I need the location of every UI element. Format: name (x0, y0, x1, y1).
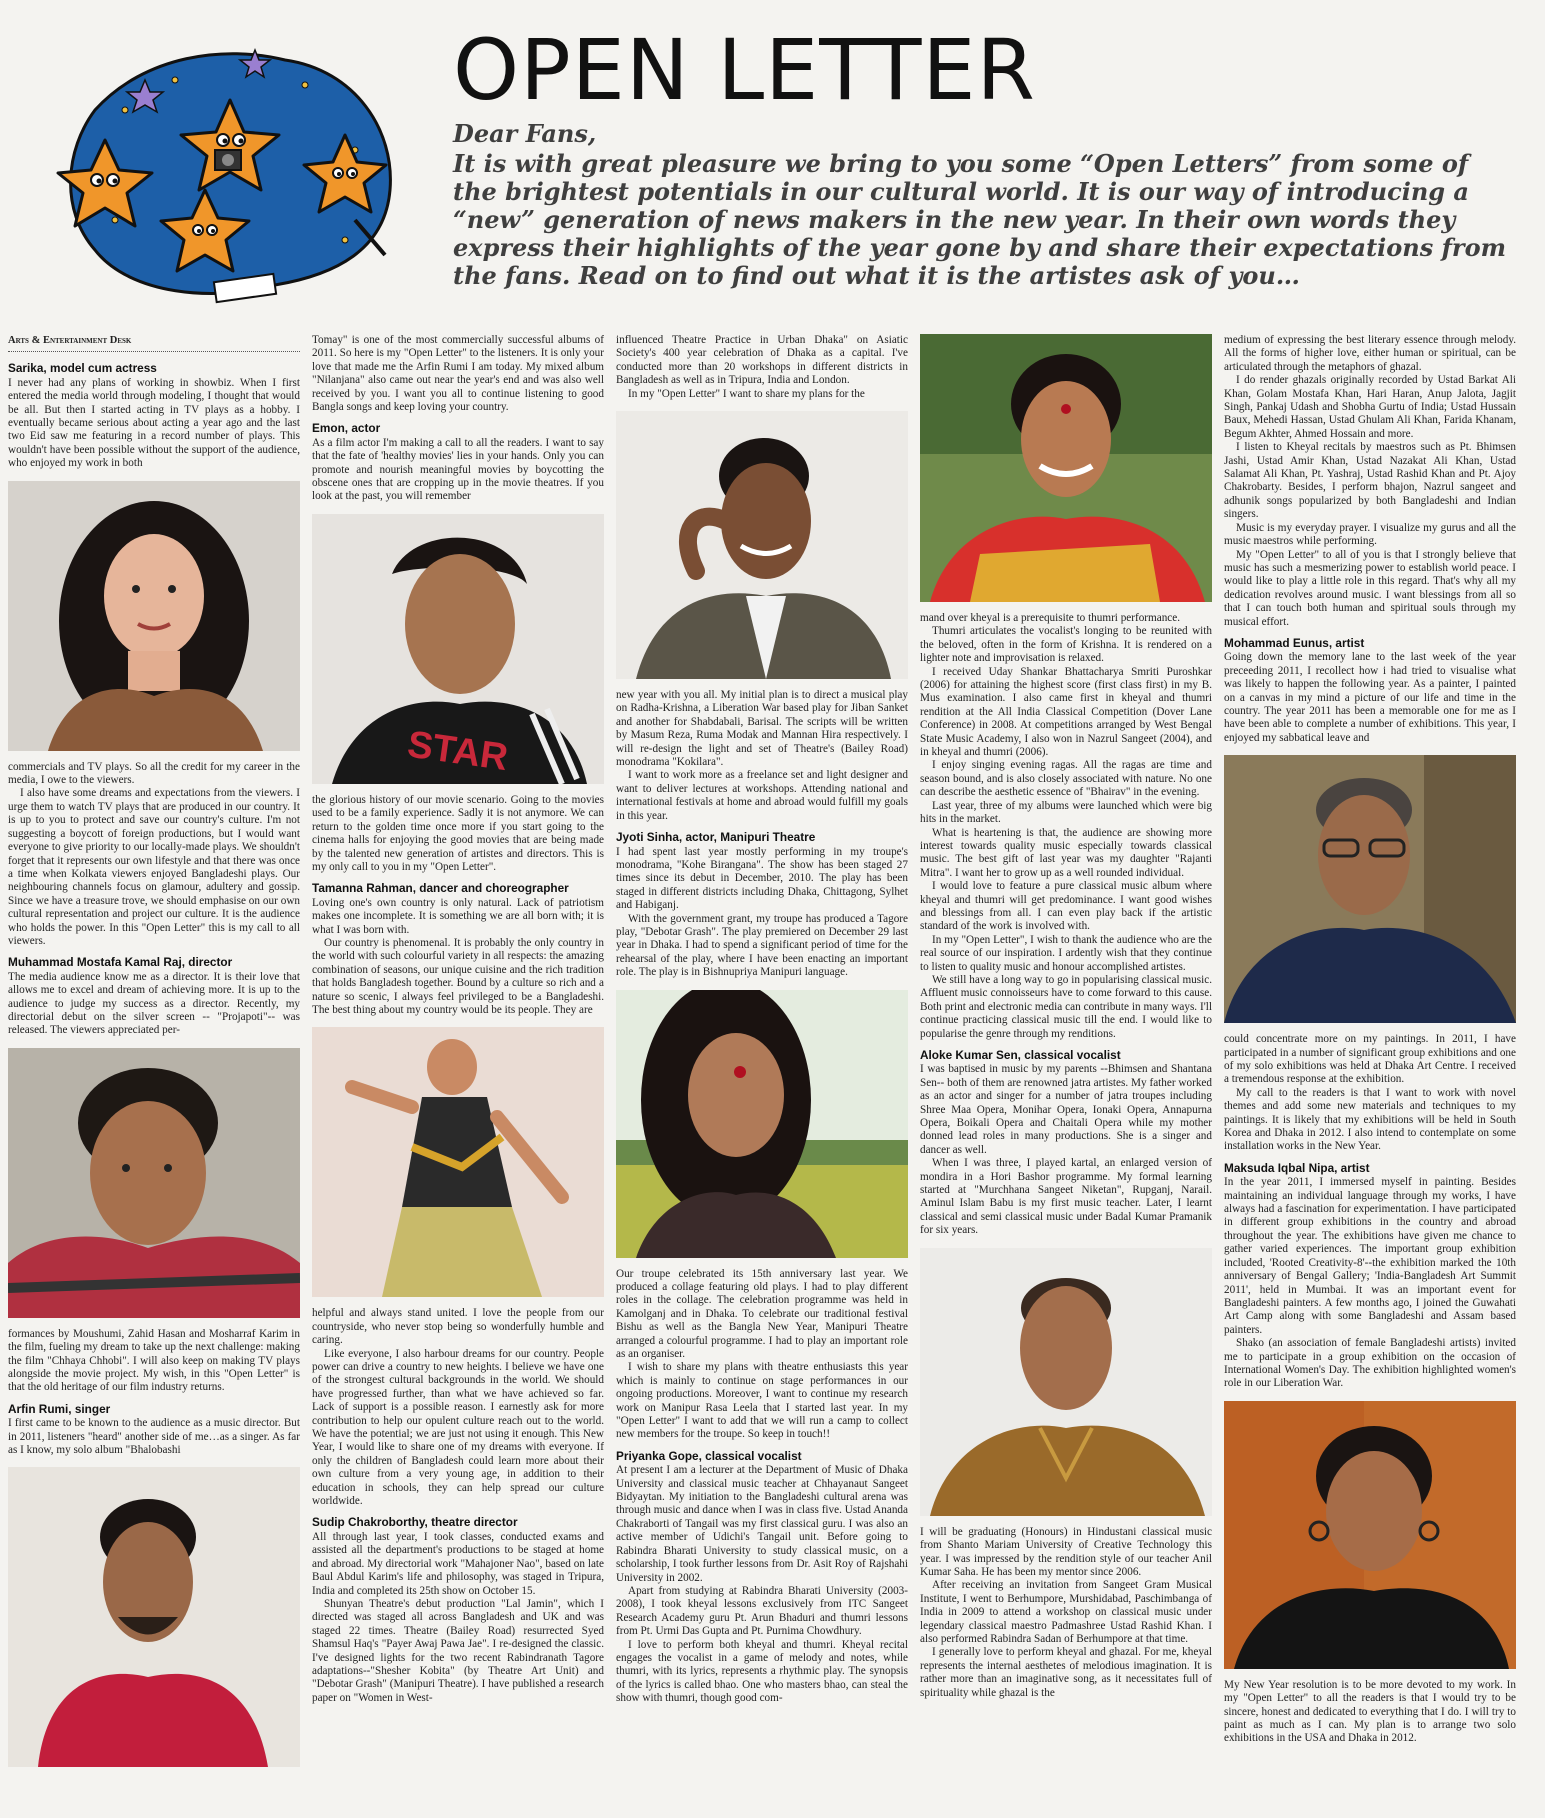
rumi-text-1: I first came to be known to the audience as a music director. But in 2011, listeners "heard" another side of me…as a singer. As far as I know, my solo album "Bhalobashi (8, 1417, 300, 1457)
aloke-text-9: Music is my everyday prayer. I visualize my gurus and all the music maestros while performing. (1224, 521, 1516, 548)
sarika-text-1: I never had any plans of working in showbiz. When I first entered the media world through modeling, I thought that would be all. But then I started acting in TV plays as a hobby. I eventually became serious about acting a year ago and the last two Eid saw me featuring in a record number of plays. This wouldn't have been possible without the support of the audience, who enjoyed my work in both (8, 376, 300, 470)
column-1 (8, 334, 300, 1812)
aloke-text-7: I do render ghazals originally recorded by Ustad Barkat Ali Khan, Golam Mostafa Khan, Hari Haran, Anup Jalota, Jagjit Singh, Pankaj Udash and Shobha Gurtu of India; Ustad Hussain Baux, Mehedi Hassan, Ustad Ghulam Ali Khan, Farida Khanam, Begum Akhter, Ahmed Hossain and more. (1224, 374, 1516, 440)
tamanna-text-1: Loving one's own country is only natural. Lack of patriotism makes one incomplete. It is something we are all born with; it is what I was born with. (312, 896, 604, 936)
rumi-photo (8, 1467, 300, 1767)
jyoti-photo (616, 990, 908, 1258)
aloke-text-10: My "Open Letter" to all of you is that I strongly believe that music has such a mesmerizing power to establish world peace. I would like to play a little role in this regard. That's why all my dedication revolves around music. I want blessings from all so that I can touch both human and spiritual souls through my musical effort. (1224, 548, 1516, 628)
rumi-text-2: Tomay" is one of the most commercially successful albums of 2011. So here is my "Open Letter" to the listeners. It is only your love that made me the Arfin Rumi I am today. My mixed album "Nilanjana" also came out near the year's end and was also well received by you. I want you all to continue listening to good Bangla songs and keep loving your country. (312, 334, 604, 414)
jyoti-heading: Jyoti Sinha, actor, Manipuri Theatre (616, 830, 816, 845)
aloke-text-3: I will be graduating (Honours) in Hindustani classical music from Shanto Mariam University of Creative Technology this year. I was impressed by the rendition style of our teacher Anil Kumar Saha. He has been my mentor since 2006. (920, 1525, 1212, 1578)
priyanka-text-9: What is heartening is that, the audience are showing more interest towards quality music especially towards classical music. The best gift of last year was my daughter "Rajanti Mitra". I want her to grow up as a well rounded individual. (920, 826, 1212, 879)
intro-text (453, 120, 1513, 290)
raj-photo (8, 1048, 300, 1318)
priyanka-text-1: At present I am a lecturer at the Department of Music of Dhaka University and classical music teacher at Chhayanaut Sangeet Bidyaytan. My initiation to the Bangladeshi cultural arena was through music and dance when I was in class five. Ustad Ananda Chakraborti of Tangail was my first classical guru. I was also an active member of Udichi's Tangail unit. Before going to Rabindra Bharati University to study classical music, on a scholarship, I took further lessons from Dr. Asit Roy of Rajshahi University in 2002. (616, 1464, 908, 1584)
sarika-photo (8, 481, 300, 751)
emon-text-1: As a film actor I'm making a call to all the readers. I want to say that the fate of 'healthy movies' lies in your hands. Only you can promote and nourish meaningful movies by boycotting the obscene ones that are cropping up in the movie theatres. If you look at the past, you will remember (312, 436, 604, 503)
priyanka-photo (920, 334, 1212, 602)
priyanka-text-6: I received Uday Shankar Bhattacharya Smriti Puroshkar (2006) for attaining the highest score (first class first) in my B. Mus examination. I also came first in kheyal and thumri rendition at the All India Classical Competition (Dover Lane Conference) in 2008. At competitions arranged by West Bengal State Music Academy, I also won in Nazrul Sangeet (2004), and in kheyal and thumri (2006). (920, 665, 1212, 759)
nipa-text-1: In the year 2011, I immersed myself in painting. Besides maintaining an individual language through my works, I have always had a fascination for experimentation. I have participated in different group exhibitions in the country and abroad throughout the year. The exhibitions have given me chance to gather varied experiences. The important group exhibition included, 'Rooted Creativity-8'--the exhibition marked the 10th anniversary of Bengal Gallery; 'India-Bangladesh Art Summit 2011', held in Mumbai. It was an important event for Bangladeshi painters. A few months ago, I joined the Guwahati Art Camp along with some Bangladeshi and Assam based painters. (1224, 1176, 1516, 1336)
sudip-text-4: In my "Open Letter" I want to share my plans for the (628, 387, 865, 400)
aloke-heading: Aloke Kumar Sen, classical vocalist (920, 1048, 1121, 1062)
raj-heading: Muhammad Mostafa Kamal Raj, director (8, 955, 233, 970)
column-5 (1224, 334, 1516, 1812)
desk-label: Arts & Entertainment Desk (8, 334, 300, 352)
emon-photo (312, 514, 604, 784)
aloke-text-6: medium of expressing the best literary essence through melody. All the forms of higher love, either human or spiritual, can be articulated through the metaphors of ghazal. (1224, 334, 1516, 373)
column-3 (616, 334, 908, 1812)
sudip-text-1: All through last year, I took classes, conducted exams and assisted all the department's productions to be staged at home and abroad. My directorial work "Mahajoner Nao", based on late Baul Abdul Karim's life and philosophy, was staged in Tripura, India and completed its 25th show on October 15. (312, 1530, 604, 1597)
priyanka-text-5: Thumri articulates the vocalist's longing to be reunited with the beloved, often in the form of Krishna. It is rendered on a lighter note and improvisation is relaxed. (920, 625, 1212, 665)
tamanna-text-4: Like everyone, I also harbour dreams for our country. People power can drive a country to new heights. I believe we have one of the strongest cultural backgrounds in the world. We should have progressed further, than what we have achieved so far. Lack of support is a possible reason. I earnestly ask for more contribution to help our opulent culture reach out to the world. We have the potential; we are just not using it enough. This New Year, I would like to share one of my dreams with everyone. If only the children of Bangladesh could learn more about their own culture from a very young age, in addition to their education in schools, they can help spread our culture worldwide. (312, 1347, 604, 1508)
eunus-heading: Mohammad Eunus, artist (1224, 635, 1365, 650)
priyanka-text-8: Last year, three of my albums were launched which were big hits in the market. (920, 799, 1212, 826)
nipa-heading: Maksuda Iqbal Nipa, artist (1224, 1160, 1370, 1175)
nipa-text-3: My New Year resolution is to be more devoted to my work. In my "Open Letter" to all the readers is that I would try to be sincere, honest and dedicated to everything that I do. I will try to paint as much as I can. My plan is to arrange two solo exhibitions in the USA and Dhaka in 2012. (1224, 1678, 1516, 1745)
priyanka-text-7: I enjoy singing evening ragas. All the ragas are time and season bound, and is also closely associated with nature. No one can describe the aesthetic essence of "Bhairav" in the evening. (920, 759, 1212, 799)
eunus-text-1: Going down the memory lane to the last week of the year preceeding 2011, I recollect how i had tried to visualise what was likely to happen the following year. As a painter, I painted on a canvas in my mind a picture of our life and time in the country. The year 2011 has been a memorable one for me as I have been able to complete a number of exhibitions. This year, I enjoyed my sabbatical leave and (1224, 651, 1516, 744)
sarika-text-2: commercials and TV plays. So all the credit for my career in the media, I owe to the viewers. (8, 760, 300, 787)
priyanka-text-2: Apart from studying at Rabindra Bharati University (2003-2008), I took kheyal lessons exclusively from ITC Sangeet Research Academy guru Pt. Arun Bhaduri and thumri lessons from Pt. Urmi Das Gupta and Pt. Purnima Chowdhury. (616, 1584, 908, 1638)
jyoti-text-1: I had spent last year mostly performing in my troupe's monodrama, "Kohe Birangana". The show has been staged 27 times since its debut in December, 2010. The play has been staged in different districts including Dhaka, Chittagong, Sylhet and Habiganj. (616, 845, 908, 912)
sudip-text-3: influenced Theatre Practice in Urban Dhaka" on Asiatic Society's 400 year celebration of Dhaka as a capital. I've conducted more than 20 workshops in different districts in Bangladesh as well as in Tripura, India and London. (616, 334, 908, 387)
column-2 (312, 334, 604, 1812)
column-4 (920, 334, 1212, 1812)
jyoti-text-4: I wish to share my plans with theatre enthusiasts this year which is mainly to continue on stage performances in our ongoing productions. Moreover, I want to continue my research work on Manipur Rasa Leela that I started last year. In my "Open Letter" I want to add that we will run a camp to collect new members for the troupe. So keep in touch!! (616, 1361, 908, 1441)
nipa-text-2: Shako (an association of female Bangladeshi artists) invited me to participate in a group exhibition on the occasion of International Women's Day. The exhibition highlighted women's role in our Liberation War. (1224, 1337, 1516, 1390)
nipa-photo (1224, 1401, 1516, 1669)
sudip-heading: Sudip Chakroborthy, theatre director (312, 1515, 518, 1530)
tamanna-heading: Tamanna Rahman, dancer and choreographer (312, 881, 569, 896)
svg-text:STAR: STAR (404, 723, 511, 780)
priyanka-text-4: mand over kheyal is a prerequisite to thumri performance. (920, 612, 1181, 624)
aloke-text-1: I was baptised in music by my parents --Bhimsen and Shantana Sen-- both of them are renowned jatra artistes. My father worked as an actor and singer for a number of jatra troupes including Shree Maa Opera, Monihar Opera, Ionaki Opera, Annapurna Opera, Boikali Opera and Chaitali Opera while my mother donned lead roles in many productions. She is a singer and dancer as well. (920, 1063, 1212, 1156)
aloke-photo (920, 1248, 1212, 1516)
stars-illustration (55, 40, 395, 310)
priyanka-heading: Priyanka Gope, classical vocalist (616, 1448, 802, 1463)
eunus-text-2: could concentrate more on my paintings. In 2011, I have participated in a number of significant group exhibitions and one of my solo exhibitions was held at Dhaka Art Centre. I received a tremendous response at the exhibition. (1224, 1033, 1516, 1086)
greeting: Dear Fans, (453, 119, 597, 148)
tamanna-text-3: helpful and always stand united. I love the people from our countryside, who never stop being so wonderfully humble and caring. (312, 1307, 604, 1347)
aloke-text-4: After receiving an invitation from Sangeet Gram Musical Institute, I went to Berhumpore, Murshidabad, Paschimbanga of India in 2009 to attend a workshop on classical music under legendary classical maestro Padmashree Ustad Rashid Khan. I also performed Rabindra Sadan of Berhumpore at that time. (920, 1579, 1212, 1645)
eunus-text-3: My call to the readers is that I want to work with novel themes and add some new materials and techniques to my paintings. It is likely that my exhibitions will be held in South Korea and Dhaka in 2012. I also intend to contemplate on some installation works in the New Year. (1224, 1086, 1516, 1153)
priyanka-text-3: I love to perform both kheyal and thumri. Kheyal recital engages the vocalist in a game of melody and notes, while thumri, with its lyrics, represents a rhythmic play. The synopsis of the lyrics is called bhao. One who masters bhao, can steal the show with thumri, though good com- (616, 1638, 908, 1705)
raj-text-2: formances by Moushumi, Zahid Hasan and Mosharraf Karim in the film, fueling my dream to take up the next challenge: making the film "Chhaya Chhobi". I will also keep on making TV plays alongside the movie project. My wish, in this "Open Letter" is that the old heritage of our film industry returns. (8, 1327, 300, 1394)
rumi-heading: Arfin Rumi, singer (8, 1401, 111, 1416)
sudip-text-6: I want to work more as a freelance set and light designer and want to deliver lectures at workshops. Attending national and international festivals at home and abroad would fulfill my goals in this year. (616, 769, 908, 822)
eunus-photo (1224, 755, 1516, 1023)
emon-text-2: the glorious history of our movie scenario. Going to the movies used to be a family experience. Sadly it is not anymore. We can return to the golden time once more if you start going to the cinema halls for enjoying the good movies that are being made by the talented new generation of artistes and directors. This is my only call to you in my "Open Letter". (312, 793, 604, 873)
priyanka-text-10: I would love to feature a pure classical music album where kheyal and thumri will get predominance. I want good wishes and blessings from all. I can even play back if the artistic standard of the work is involved with. (920, 880, 1212, 933)
emon-heading: Emon, actor (312, 421, 381, 436)
page-title: OPEN LETTER (453, 21, 1036, 119)
priyanka-text-12: We still have a long way to go in popularising classical music. Affluent music connoisseurs have to come forward to this cause. Both print and electronic media can contribute in many ways. I'll continue practicing classical music till the end. I would like to popularise the genre through my renditions. (920, 973, 1212, 1040)
sarika-text-3: I also have some dreams and expectations from the viewers. I urge them to watch TV plays that are produced in our country. It is up to you to protect and save our country's culture. I'm not suggesting a boycott of foreign productions, but I would want everyone to give priority to our locally-made plays. We shouldn't forget that it represents our own lifestyle and that there was once a time when Kolkata viewers enjoyed Bangladeshi plays. Our neighbouring channels focus on glamour, adultery and gossip. Since we have a treasure trove, we should emphasise on our own cultural representation and project our culture. It is the audience who holds the power. In this "Open Letter" this is my call to all viewers. (8, 787, 300, 947)
aloke-text-5: I generally love to perform kheyal and ghazal. For me, kheyal represents the internal aesthetes of melodious imagination. It is rather more than an imaginative song, as it necessitates full of spirituality while ghazal is the (920, 1646, 1212, 1699)
header (0, 0, 1545, 300)
intro-body: It is with great pleasure we bring to you some “Open Letters” from some of the brightest potentials in our cultural world. It is our way of introducing a “new” generation of news makers in the new year. In their own words they express their highlights of the year gone by and share their expectations from the fans. Read on to find out what it is the artistes ask of you… (453, 149, 1506, 290)
tamanna-text-2: Our country is phenomenal. It is probably the only country in the world with such colourful variety in all respects: the amazing combination of seasons, our unique cuisine and the rich tradition that holds Bangladesh together. Bound by a culture so rich and a nature so scenic, I always feel privileged to be a Bangladeshi. The best thing about my country would be its people. They are (312, 936, 604, 1016)
sudip-text-5: new year with you all. My initial plan is to direct a musical play on Radha-Krishna, a Liberation War based play for Jiban Sanket and another for Shabdabali, Barisal. The scripts will be written by Masum Reza, Ruma Modak and Mannan Hira respectively. I will re-design the light and set of Theatre's (Bailey Road) monodrama "Kokilara". (616, 689, 908, 769)
jyoti-text-2: With the government grant, my troupe has produced a Tagore play, "Debotar Grash". The play premiered on December 29 last year in Dhaka. I had to spend a significant period of time for the rehearsal of the play, where I have been enacting an important role. The play is in Bishnupriya Manipuri language. (616, 912, 908, 979)
tamanna-photo (312, 1027, 604, 1297)
sudip-text-2: Shunyan Theatre's debut production "Lal Jamin", which I directed was staged all across Bangladesh and UK and was staged 22 times. Theatre (Bailey Road) resurrected Syed Shamsul Haq's "Payer Awaj Pawa Jae". I re-designed the classic. I've designed lights for the two recent Rabindranath Tagore adaptations--"Shesher Kobita" (by Theatre Art Unit) and "Debotar Grash" (Manipuri Theatre). I have published a research paper on "Women in West- (312, 1597, 604, 1704)
sudip-photo (616, 411, 908, 679)
stars-icon (55, 40, 395, 310)
priyanka-text-11: In my "Open Letter", I wish to thank the audience who are the real source of our inspiration. I ardently wish that they continue to listen to quality music and honour accomplished artistes. (920, 933, 1212, 973)
sarika-heading: Sarika, model cum actress (8, 361, 157, 376)
aloke-text-8: I listen to Kheyal recitals by maestros such as Pt. Bhimsen Jashi, Ustad Amir Khan, Ustad Nazakat Ali Khan, Ustad Salamat Ali Khan, Pt. Yashraj, Ustad Rashid Khan and Pt. Ajoy Chakrobarty. Besides, I perform bhajon, Nazrul sangeet and adhunik songs popularized by both Bangladeshi and Indian singers. (1224, 441, 1516, 521)
raj-text-1: The media audience know me as a director. It is their love that allows me to excel and dream of achieving more. It is up to the audience to judge my success as a director. Recently, my directorial debut on the silver screen -- "Projapoti"-- was released. The viewers appreciated per- (8, 970, 300, 1037)
aloke-text-2: When I was three, I played kartal, an enlarged version of mondira in a Hori Bashor programme. My formal learning started at "Murchhana Sangeet Niketan", Rupganj, Narail. Aminul Islam Babu is my first music teacher. Later, I learnt classical and semi classical music under Badal Kumar Pramanik for six years. (920, 1157, 1212, 1237)
jyoti-text-3: Our troupe celebrated its 15th anniversary last year. We produced a collage featuring old plays. I had to play different roles in the collage. The celebration programme was held in Kamolganj and in Dhaka. To celebrate our traditional festival Bishu as well as the Bangla New Year, Manipuri Theatre arranged a colourful programme. I had to play an important role as an organiser. (616, 1267, 908, 1360)
